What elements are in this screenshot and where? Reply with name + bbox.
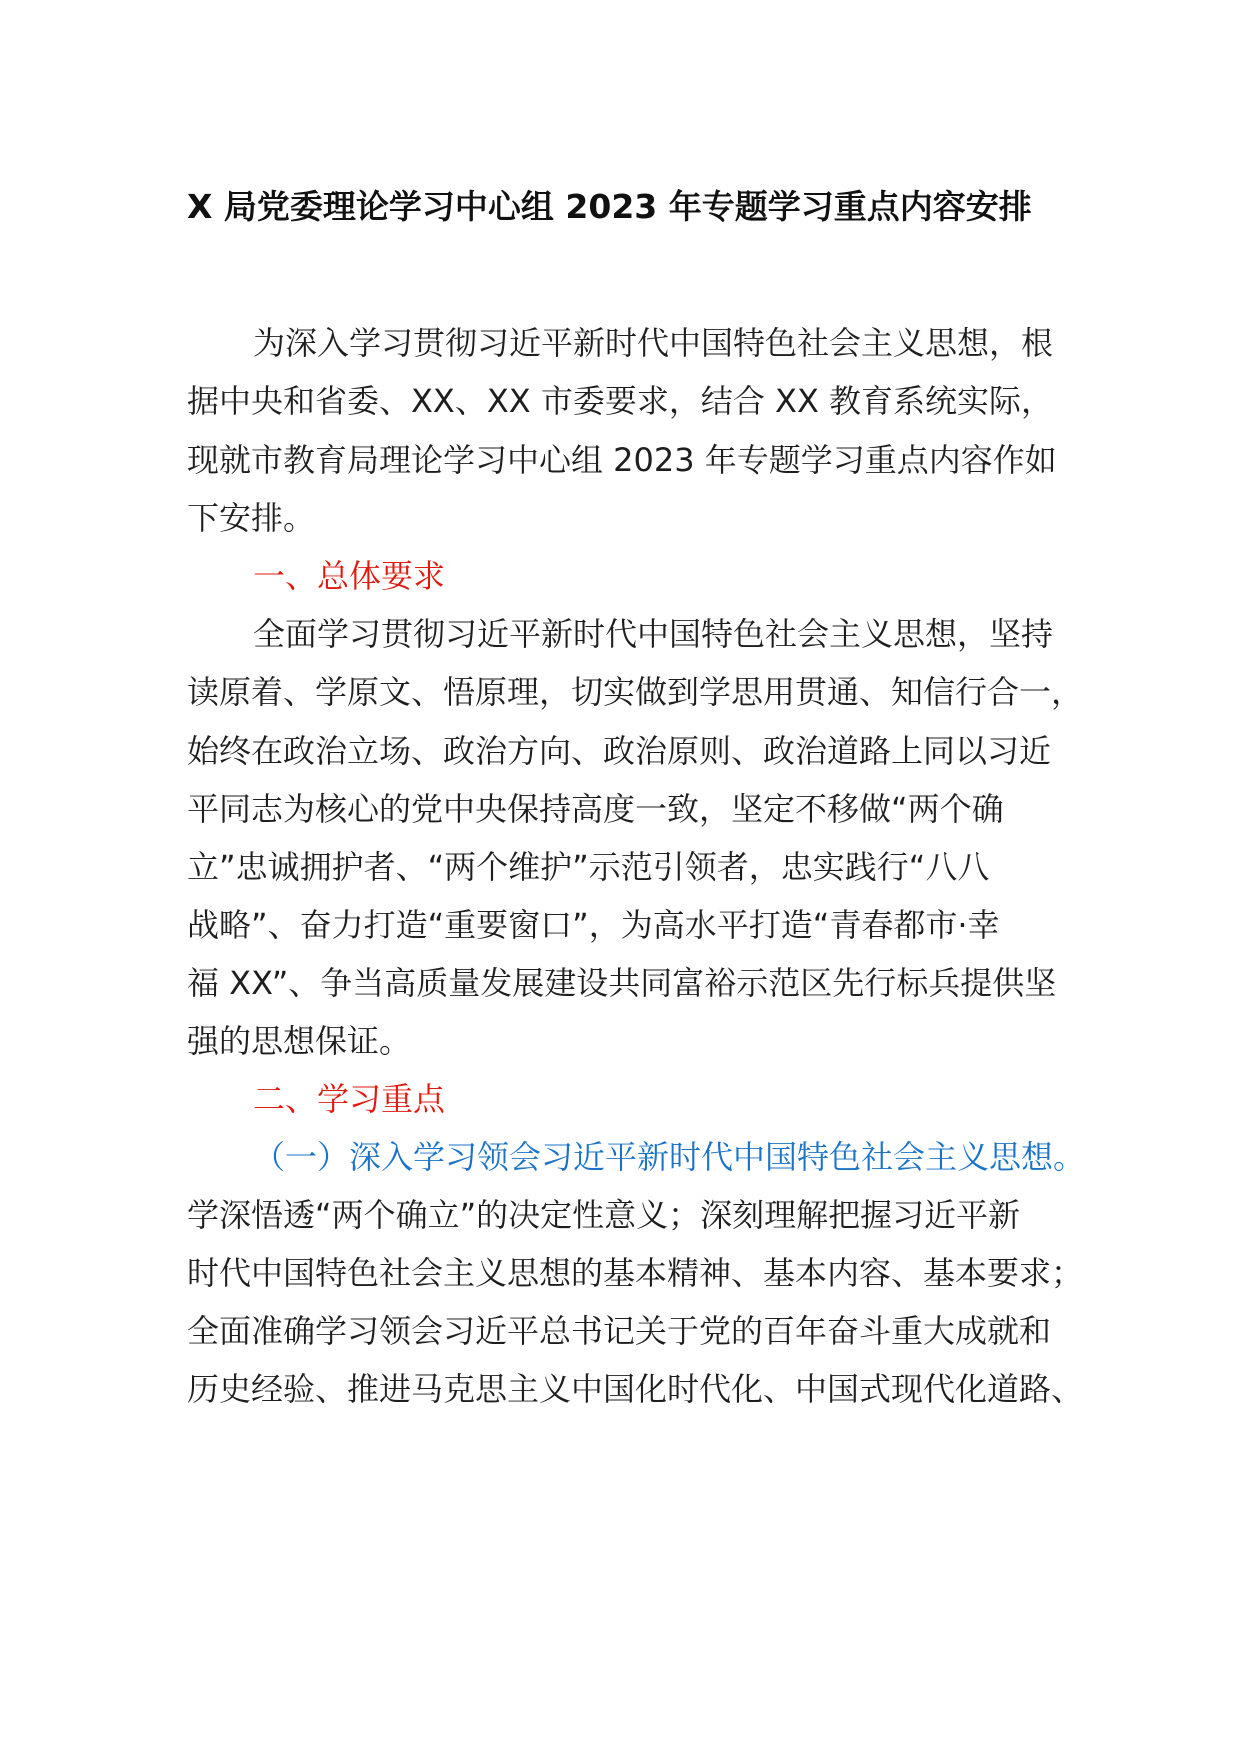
intro-line-2: 据中央和省委、XX、XX 市委要求，结合 XX 教育系统实际， — [187, 382, 1054, 420]
intro-line-3: 现就市教育局理论学习中心组 2023 年专题学习重点内容作如 — [187, 441, 1057, 479]
section2-line-2: 时代中国特色社会主义思想的基本精神、基本内容、基本要求； — [187, 1254, 1084, 1292]
section1-line-1: 全面学习贯彻习近平新时代中国特色社会主义思想，坚持 — [253, 615, 1054, 653]
section-heading-study-focus: 二、学习重点 — [253, 1080, 446, 1118]
section1-line-5: 立”忠诚拥护者、“两个维护”示范引领者，忠实践行“八八 — [187, 848, 990, 886]
section1-line-8: 强的思想保证。 — [187, 1022, 412, 1060]
section-heading-overall-requirements: 一、总体要求 — [253, 557, 446, 595]
section2-line-1: 学深悟透“两个确立”的决定性意义；深刻理解把握习近平新 — [187, 1196, 1021, 1234]
section2-line-3: 全面准确学习领会习近平总书记关于党的百年奋斗重大成就和 — [187, 1312, 1052, 1350]
intro-line-4: 下安排。 — [187, 499, 316, 537]
section1-line-4: 平同志为核心的党中央保持高度一致，坚定不移做“两个确 — [187, 790, 1004, 828]
section1-line-2: 读原着、学原文、悟原理，切实做到学思用贯通、知信行合一， — [187, 673, 1084, 711]
section1-line-7: 福 XX”、争当高质量发展建设共同富裕示范区先行标兵提供坚 — [187, 964, 1057, 1002]
section1-line-6: 战略”、奋力打造“重要窗口”，为高水平打造“青春都市·幸 — [187, 906, 1000, 944]
document-title: X 局党委理论学习中心组 2023 年专题学习重点内容安排 — [187, 187, 1032, 226]
section2-line-4: 历史经验、推进马克思主义中国化时代化、中国式现代化道路、 — [187, 1370, 1084, 1408]
subsection-heading-1: （一）深入学习领会习近平新时代中国特色社会主义思想。 — [253, 1138, 1086, 1176]
intro-line-1: 为深入学习贯彻习近平新时代中国特色社会主义思想，根 — [253, 324, 1054, 362]
section1-line-3: 始终在政治立场、政治方向、政治原则、政治道路上同以习近 — [187, 732, 1052, 770]
